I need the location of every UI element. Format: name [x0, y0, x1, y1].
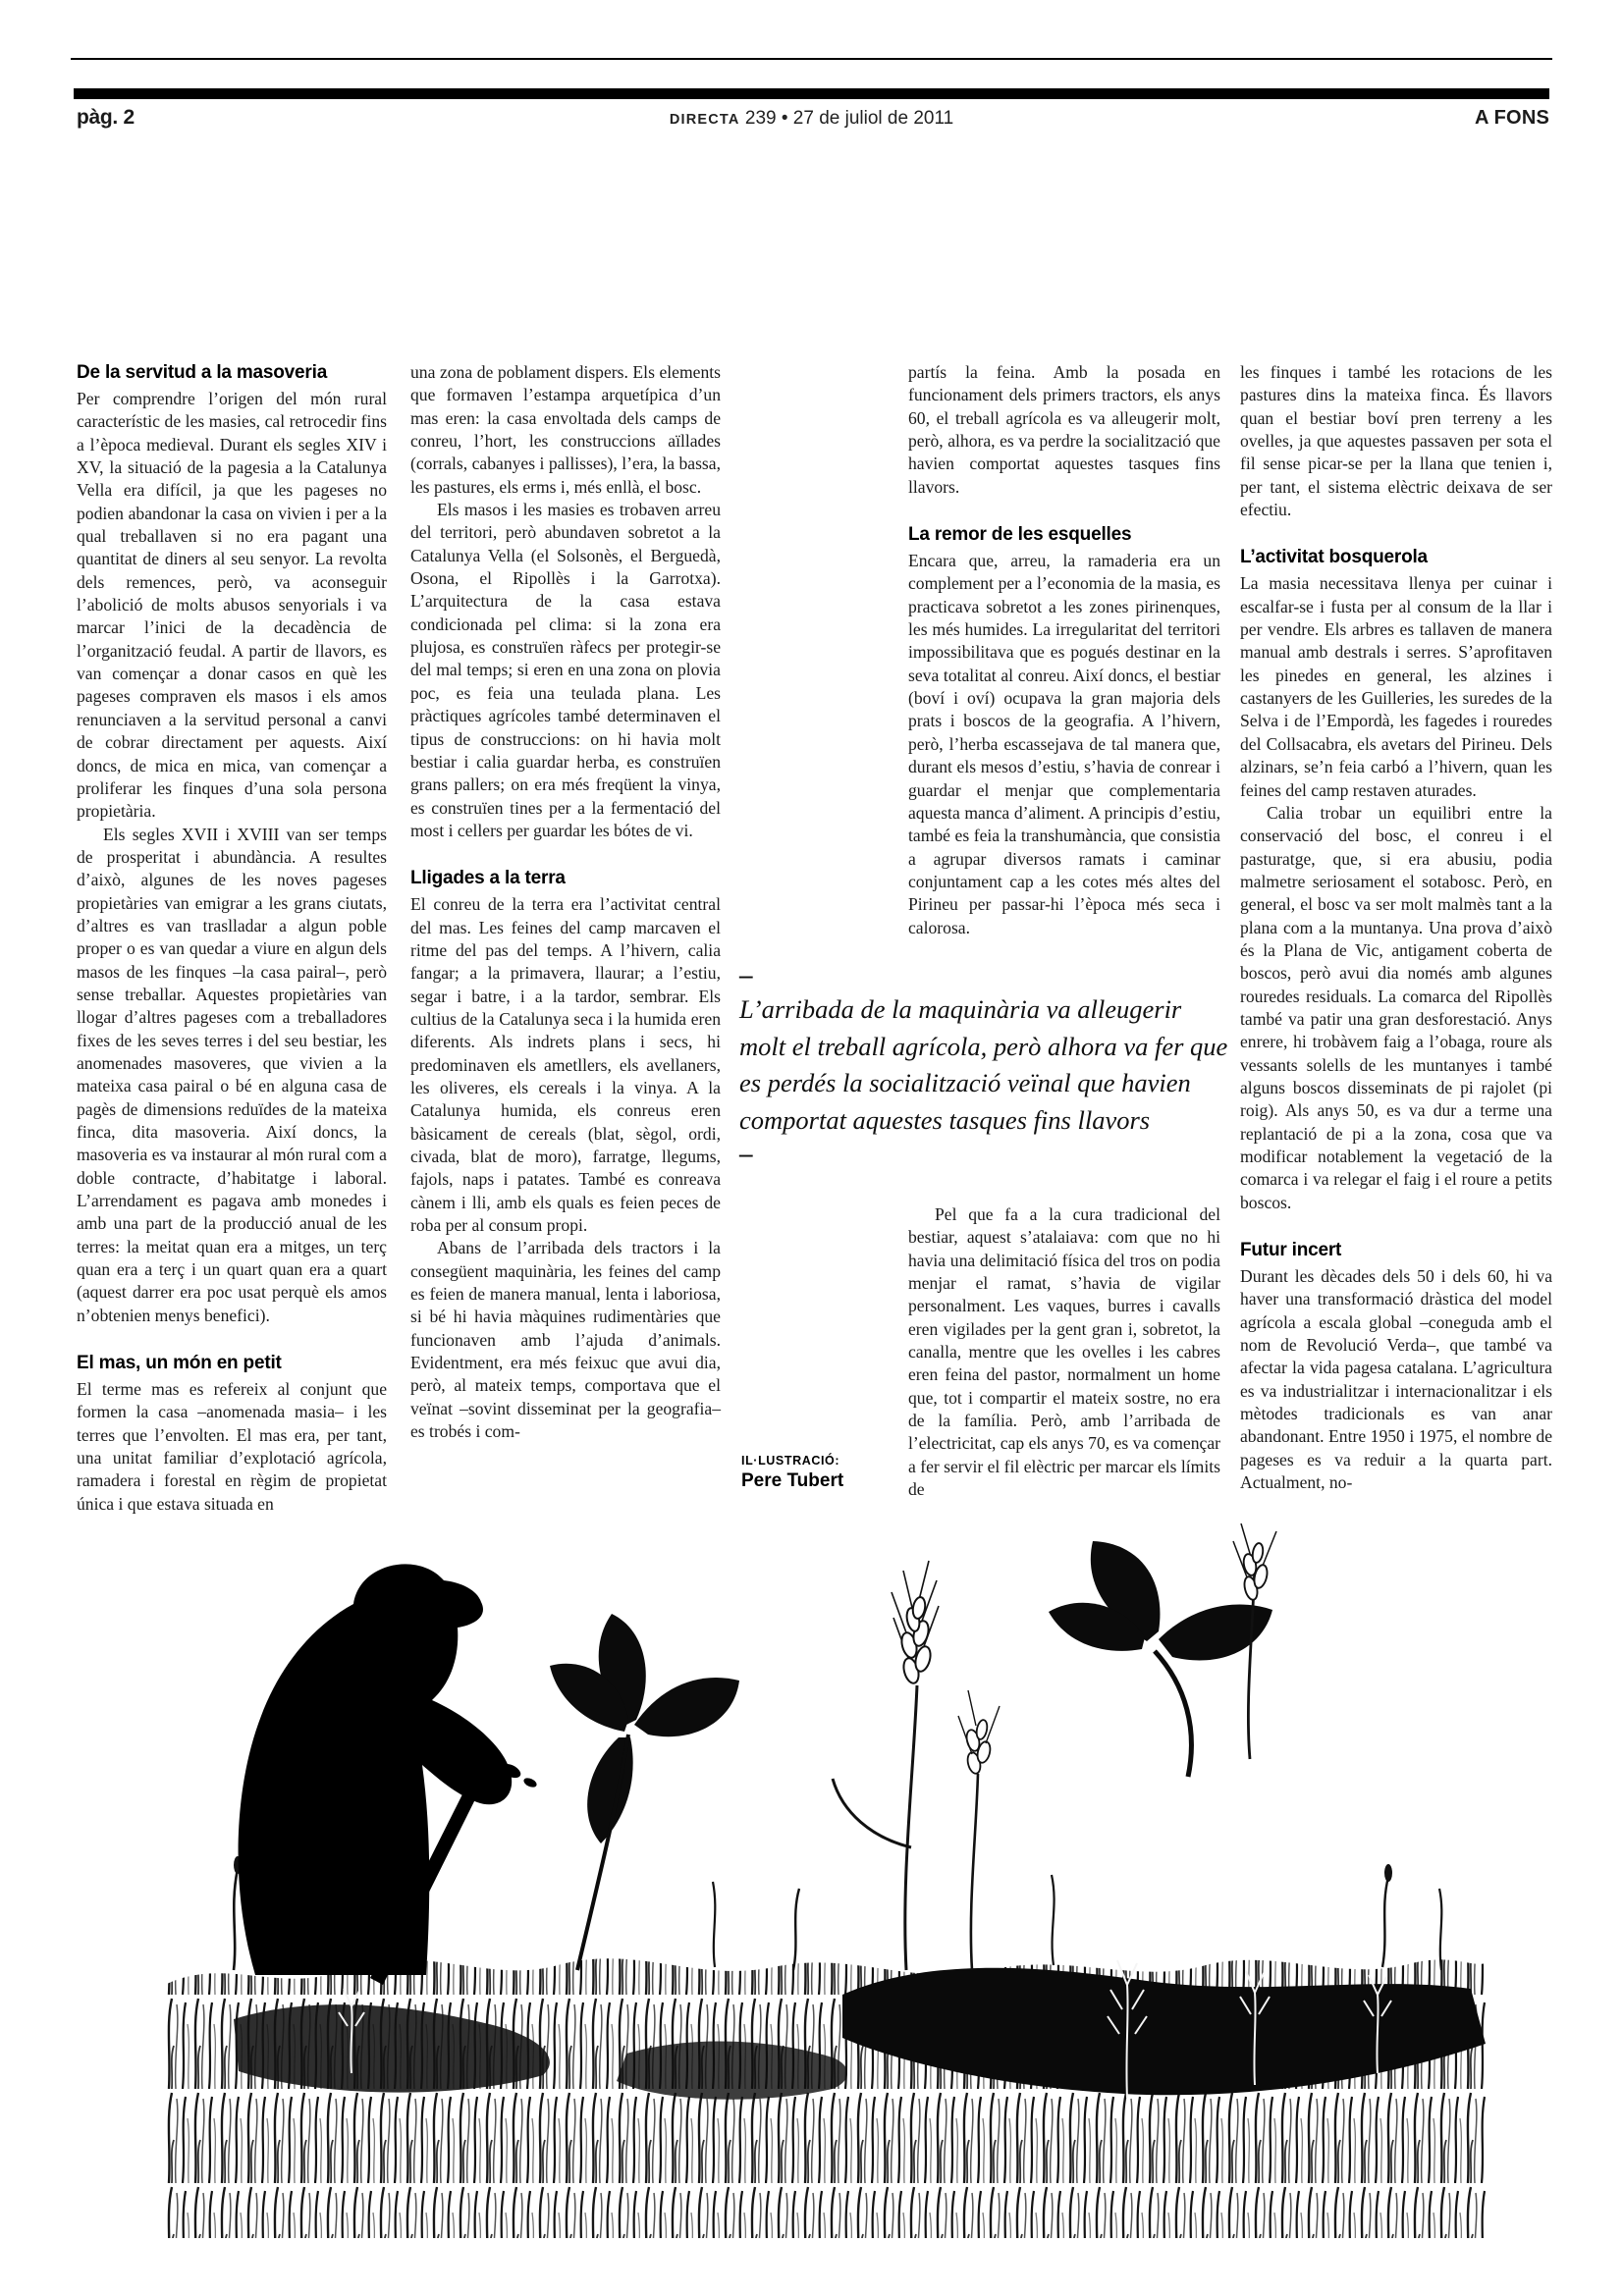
body-paragraph: El terme mas es refereix al conjunt que formen la casa –anomenada masia– i les terres que l’envolten. El mas era, per tant, una unitat familiar d’explotació agrícola, ramadera i forestal en règim de propietat única i que estava situada en: [77, 1379, 387, 1514]
leaf-plant: [550, 1614, 739, 1843]
body-paragraph: Calia trobar un equilibri entre la conservació del bosc, el conreu i el pasturatge, que, si era abusiu, podia malmetre seriosament el sotabosc. Però, en general, el bosc va ser molt malmès tant a la plana com a la muntanya. Una prova d’això és la Plana de Vic, antigament coberta de boscos, però avui dia només amb algunes rouredes residuals. La comarca del Ripollès també va patir una gran desforestació. Anys enrere, hi trobàvem faig a l’obaga, roure als vessants solells de les muntanyes i també alguns boscos disseminats de pi rajolet (pi roig). Als anys 50, es va dur a terme una replantació de pi a la zona, cosa que va modificar notablement la vegetació de la comarca i va relegar el faig i el roure a petits boscos.: [1240, 802, 1552, 1212]
pull-quote-dash-bottom: –: [739, 1139, 753, 1168]
page-number: pàg. 2: [77, 106, 135, 129]
heading-de-la-servitud: De la servitud a la masoveria: [77, 362, 328, 383]
column-3-lower: [908, 1203, 1220, 1501]
page-header: [74, 104, 1549, 133]
body-paragraph: Encara que, arreu, la ramaderia era un complement per a l’economia de la masia, es practicava sobretot a les zones pirinenques, les més humides. La irregularitat del territori impossibilitava que es pogués destinar en la seva totalitat al conreu. Així doncs, el bestiar (boví i oví) ocupava la gran majoria dels prats i boscos de la geografia. A l’hivern, però, l’herba escassejava de tal manera que, durant els mesos d’estiu, s’havia de conrear i guardar el menjar que complementaria aquesta manca d’aliment. A principis d’estiu, també es feia la transhumància, que consistia a agrupar diversos ramats i caminar conjuntament cap a les cotes més altes del Pirineu per passar-hi l’època més seca i calorosa.: [908, 551, 1220, 937]
wheat-stalks: [833, 1561, 1000, 1970]
body-paragraph: partís la feina. Amb la posada en funcionament dels primers tractors, els anys 60, el treball agrícola es va alleugerir molt, però, alhora, es va perdre la socialització que havien comportat aquestes tasques fins llavors.: [908, 362, 1220, 497]
heading-futur-incert: Futur incert: [1240, 1240, 1342, 1261]
pull-quote: [739, 960, 1230, 1168]
credit-label: IL·LUSTRACIÓ:: [741, 1454, 840, 1468]
corner-leaves: [1049, 1541, 1272, 1660]
body-paragraph: Durant les dècades dels 50 i dels 60, hi va haver una transformació dràstica del model agrícola a escala global –coneguda amb el nom de Revolució Verda–, que també va afectar la vida pagesa catalana. L’agricultura es va industrialitzar i internacionalitzar i els mètodes tradicionals es van anar abandonant. Entre 1950 i 1975, el nombre de pageses es va reduir a la quarta part. Actualment, no-: [1240, 1266, 1552, 1493]
pull-quote-dash-top: –: [739, 960, 753, 989]
body-paragraph: una zona de poblament dispers. Els elements que formaven l’estampa arquetípica d’un mas eren: la casa envoltada dels camps de conreu, l’hort, les construccions aïllades (corrals, cabanyes i pallisses), l’era, la bassa, les pastures, els erms i, més enllà, el bosc.: [410, 362, 721, 497]
farmer-silhouette: [239, 1564, 513, 1975]
illustration-credit: [741, 1454, 843, 1492]
body-paragraph: Els segles XVII i XVIII van ser temps de prosperitat i abundància. A resultes d’això, algunes de les noves pageses propietàries van emigrar a les grans ciutats, d’altres es van traslladar a algun poble proper o es van quedar a viure en algun dels masos de les finques –la casa pairal–, però sense treballar. Aquestes propietàries van llogar d’altres pageses com a treballadores fixes de les seves terres i del seu bestiar, les anomenades masoveres, que vivien a la mateixa casa pairal o bé en alguna casa de pagès de dimensions reduïdes de la mateixa finca, dita masoveria. Així doncs, la masoveria es va instaurar al món rural com a doble contracte, d’habitatge i laboral. L’arrendament es pagava amb monedes i amb una part de la producció anual de les terres: la meitat quan era a mitges, un terç quan era a terç i un quart quan era a quart (aquest darrer era poc usat perquè els amos n’obtenien menys benefici).: [77, 824, 387, 1325]
heading-lligades-a-la-terra: Lligades a la terra: [410, 868, 566, 889]
body-paragraph: Abans de l’arribada dels tractors i la consegüent maquinària, les feines del camp es feien de manera manual, lenta i laboriosa, si bé hi havia màquines rudimentàries que funcionaven amb l’ajuda d’animals. Evidentment, era més feixuc que avui dia, però, al mateix temps, comportava que el veïnat –sovint disseminat per la geografia– es trobés i com-: [410, 1238, 721, 1442]
body-paragraph: Els masos i les masies es trobaven arreu del territori, però abundaven sobretot a la Catalunya Vella (el Solsonès, el Berguedà, Osona, el Ripollès i la Garrotxa). L’arquitectura de la casa estava condicionada pel clima: si la zona era plujosa, es construïen ràfecs per protegir-se del mal temps; si eren en una zona on plovia poc, es feia una teulada plana. Les pràctiques agrícoles també determinaven el tipus de construccions: on hi havia molt bestiar i calia guardar herba, es construïen grans pallers; on era més freqüent la vinya, es construïen tines per a la fermentació del most i cellers per guardar les bótes de vi.: [410, 500, 721, 840]
illustration: [165, 1523, 1486, 2245]
body-paragraph: les finques i també les rotacions de les pastures dins la mateixa finca. És llavors quan el bestiar boví pren terreny a les ovelles, ja que aquestes passaven per sota el fil sense picar-se per la llana que tenien i, per tant, el sistema elèctric deixava de ser efectiu.: [1240, 362, 1552, 520]
top-hairline-rule: [71, 58, 1552, 60]
masthead-bar: [74, 88, 1549, 99]
issue-line: [74, 108, 1549, 130]
issue-date: 239 • 27 de juliol de 2011: [739, 108, 954, 129]
section-label: A FONS: [1474, 107, 1549, 129]
column-1: [77, 361, 387, 1516]
pull-quote-text: L’arribada de la maquinària va alleugerir molt el treball agrícola, però alhora va fer que es perdés la socialització veïnal que havien comportat aquestes tasques fins llavors: [739, 994, 1228, 1135]
heading-activitat-bosquerola: L’activitat bosquerola: [1240, 547, 1428, 568]
body-paragraph: Pel que fa a la cura tradicional del bestiar, aquest s’atalaiava: com que no hi havia una delimitació física del tros on podia menjar el ramat, s’havia de vigilar personalment. Les vaques, burres i cavalls eren vigilades per la gent gran i, sobretot, la canalla, mentre que les ovelles i les cabres eren feina del pastor, normalment un home que, tot i compartir el mateix sostre, no era de la família. Però, amb l’arribada de l’electricitat, cap els anys 70, es va començar a fer servir el fil elèctric per marcar els límits de: [908, 1204, 1221, 1500]
heading-la-remor: La remor de les esquelles: [908, 524, 1132, 546]
credit-author: Pere Tubert: [741, 1470, 844, 1491]
column-4: [1240, 361, 1552, 1494]
column-2: [410, 361, 721, 1443]
body-paragraph: La masia necessitava llenya per cuinar i escalfar-se i fusta per al consum de la llar i per vendre. Els arbres es tallaven de manera manual amb destrals i serres. S’aprofitaven les pinedes en general, les alzines i castanyers de les Guilleries, les suredes de la Selva i de l’Empordà, les fagedes i rouredes del Collsacabra, els avetars del Pirineu. Dels alzinars, se’n feia carbó a l’hivern, quan les feines del camp restaven aturades.: [1240, 573, 1552, 800]
column-3-upper: [908, 361, 1220, 939]
heading-el-mas: El mas, un món en petit: [77, 1353, 282, 1374]
brand-name: DIRECTA: [669, 112, 740, 128]
body-paragraph: El conreu de la terra era l’activitat central del mas. Les feines del camp marcaven el ritme del pas del temps. A l’hivern, calia fangar; a la primavera, llaurar; a l’estiu, segar i batre, i a la tardor, sembrar. Els cultius de la Catalunya seca i la humida eren diferents. Als indrets plans i secs, hi predominaven els ametllers, els avellaners, les oliveres, els cereals i la vinya. A la Catalunya humida, els conreus eren bàsicament de cereals (blat, sègol, ordi, civada, blat de moro), farratge, llegums, fajols, naps i patates. També es conreava cànem i lli, amb els quals es feien peces de roba per al consum propi.: [410, 894, 721, 1236]
body-paragraph: Per comprendre l’origen del món rural característic de les masies, cal retrocedir fins a l’època medieval. Durant els segles XIV i XV, la situació de la pagesia a la Catalunya Vella era difícil, ja que les pageses no podien abandonar la casa on vivien i per a la qual treballaven si no era pagant una quantitat de diners al seu senyor. La revolta dels remences, però, va aconseguir l’abolició de molts abusos senyorials i va marcar l’inici de la decadència de l’organització feudal. A partir de llavors, es van començar a donar casos en què les pageses compraven els masos i els amos renunciaven a la servitud personal a canvi de cobrar directament per aquests. Així doncs, de mica en mica, van començar a proliferar les finques d’una sola persona propietària.: [77, 389, 387, 822]
